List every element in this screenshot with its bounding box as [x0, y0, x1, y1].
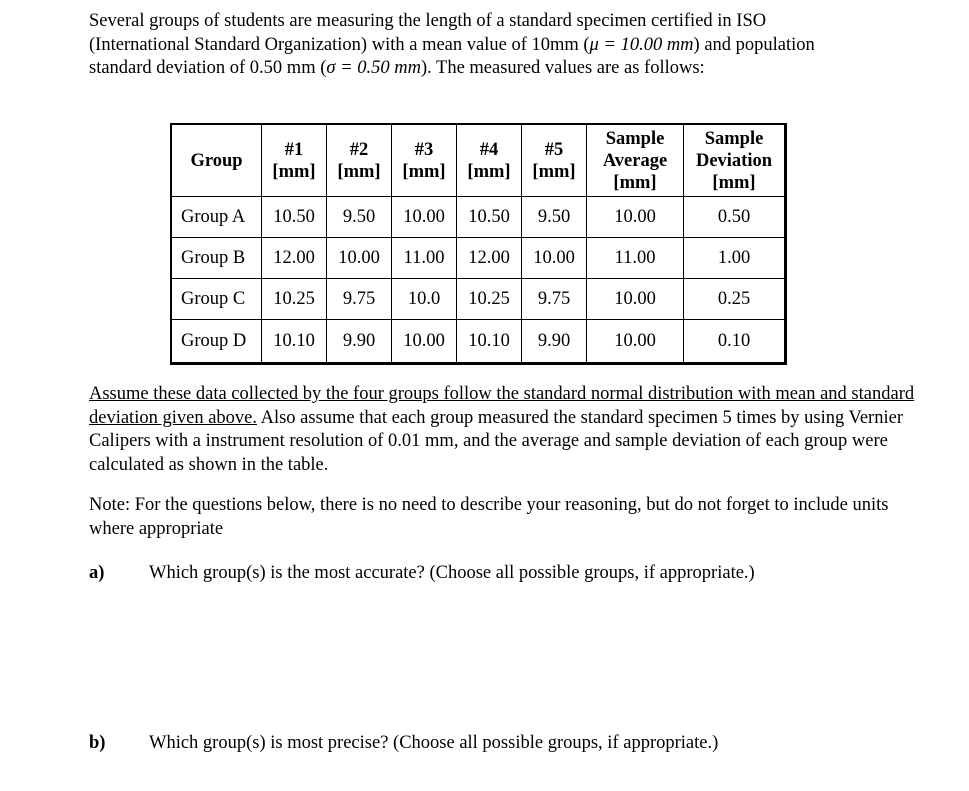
cell-m5: 9.50: [522, 197, 587, 238]
cell-deviation: 0.25: [684, 279, 786, 320]
intro-line-3b: ). The measured values are as follows:: [420, 58, 705, 78]
cell-m4: 10.50: [457, 197, 522, 238]
cell-m2: 9.50: [327, 197, 392, 238]
assumption-rest: Also assume that each group measured the standard specimen 5 times by using Vernier Calipers with a instrument resolution of 0.01 mm, and the average and sample deviation of each group were calculated as shown in the table.: [89, 407, 903, 475]
header-sample-deviation: Sample Deviation [mm]: [684, 124, 786, 197]
sigma-expression: σ = 0.50 mm: [326, 58, 421, 78]
cell-average: 10.00: [587, 279, 684, 320]
cell-m4: 10.10: [457, 320, 522, 364]
measurement-table: [170, 123, 787, 365]
header-sample-average: Sample Average [mm]: [587, 124, 684, 197]
intro-line-2b: ) and population: [693, 34, 815, 55]
cell-m2: 9.90: [327, 320, 392, 364]
intro-line-1: Several groups of students are measuring the length of a standard specimen certified in ISO: [89, 11, 767, 31]
cell-m3: 10.00: [392, 320, 457, 364]
intro-line-2a: (International Standard Organization) with a mean value of 10mm (: [89, 34, 590, 55]
cell-average: 11.00: [587, 238, 684, 279]
question-a-text: Which group(s) is the most accurate? (Choose all possible groups, if appropriate.): [149, 563, 755, 583]
table-row: [171, 320, 786, 364]
cell-m3: 11.00: [392, 238, 457, 279]
cell-average: 10.00: [587, 197, 684, 238]
header-m2: #2 [mm]: [327, 124, 392, 197]
mean-expression: μ = 10.00 mm: [589, 34, 694, 55]
row-group-name: Group C: [171, 279, 262, 320]
cell-average: 10.00: [587, 320, 684, 364]
table-row: [171, 197, 786, 238]
cell-m4: 12.00: [457, 238, 522, 279]
cell-m3: 10.0: [392, 279, 457, 320]
table-row: [171, 238, 786, 279]
cell-deviation: 1.00: [684, 238, 786, 279]
cell-m2: 9.75: [327, 279, 392, 320]
cell-m5: 9.75: [522, 279, 587, 320]
header-group: Group: [171, 124, 262, 197]
cell-m1: 12.00: [262, 238, 327, 279]
cell-deviation: 0.50: [684, 197, 786, 238]
assumption-paragraph: [89, 383, 929, 477]
cell-m2: 10.00: [327, 238, 392, 279]
row-group-name: Group B: [171, 238, 262, 279]
cell-m5: 10.00: [522, 238, 587, 279]
cell-deviation: 0.10: [684, 320, 786, 364]
cell-m4: 10.25: [457, 279, 522, 320]
question-b-text: Which group(s) is most precise? (Choose all possible groups, if appropriate.): [149, 733, 719, 753]
assumption-underlined: Assume these data collected by the four groups follow the standard normal distribution with mean and standard deviation given above.: [89, 384, 915, 428]
intro-paragraph: [89, 10, 929, 81]
header-m5: #5 [mm]: [522, 124, 587, 197]
header-m1: #1 [mm]: [262, 124, 327, 197]
header-m3: #3 [mm]: [392, 124, 457, 197]
cell-m1: 10.10: [262, 320, 327, 364]
cell-m5: 9.90: [522, 320, 587, 364]
cell-m1: 10.50: [262, 197, 327, 238]
header-m4: #4 [mm]: [457, 124, 522, 197]
row-group-name: Group A: [171, 197, 262, 238]
row-group-name: Group D: [171, 320, 262, 364]
table-row: [171, 279, 786, 320]
note-paragraph: Note: For the questions below, there is no need to describe your reasoning, but do not forget to include units where appropriate: [89, 495, 889, 539]
question-a-label: a): [89, 563, 105, 583]
cell-m1: 10.25: [262, 279, 327, 320]
table-header-row: [171, 124, 786, 197]
cell-m3: 10.00: [392, 197, 457, 238]
question-b-label: b): [89, 733, 106, 753]
intro-line-3a: standard deviation of 0.50 mm (: [89, 58, 327, 78]
